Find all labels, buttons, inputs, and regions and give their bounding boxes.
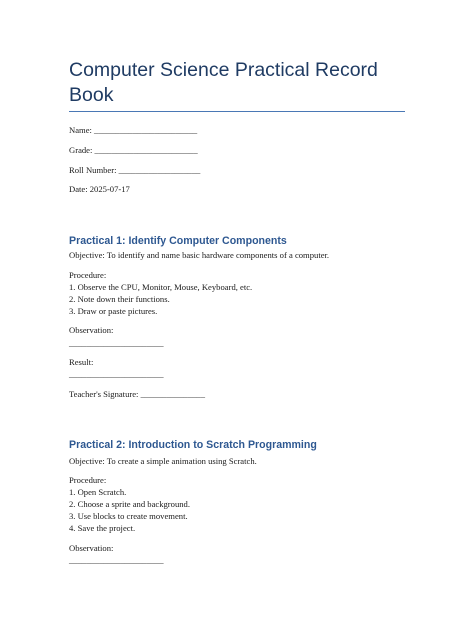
practical-1-step-1: 1. Observe the CPU, Monitor, Mouse, Keyboard, etc. (69, 282, 253, 292)
practical-2-heading: Practical 2: Introduction to Scratch Programming (69, 439, 317, 451)
document-title: Computer Science Practical Record Book (69, 58, 405, 112)
practical-2-observation-label: Observation: (69, 543, 114, 553)
practical-1-heading: Practical 1: Identify Computer Components (69, 235, 287, 247)
practical-1-step-3: 3. Draw or paste pictures. (69, 306, 158, 316)
name-field: Name: ________________________ (69, 125, 198, 135)
grade-field: Grade: ________________________ (69, 145, 198, 155)
date-field: Date: 2025-07-17 (69, 184, 130, 194)
practical-2-step-1: 1. Open Scratch. (69, 487, 127, 497)
practical-2-step-2: 2. Choose a sprite and background. (69, 499, 191, 509)
practical-1-objective: Objective: To identify and name basic hardware components of a computer. (69, 250, 330, 260)
practical-1-observation-label: Observation: (69, 325, 114, 335)
practical-2-objective: Objective: To create a simple animation using Scratch. (69, 456, 257, 466)
practical-1-result-line: ______________________ (69, 369, 164, 379)
practical-2-step-3: 3. Use blocks to create movement. (69, 511, 188, 521)
practical-2-procedure-label: Procedure: (69, 475, 107, 485)
roll-number-field: Roll Number: ___________________ (69, 165, 201, 175)
practical-1-procedure-label: Procedure: (69, 270, 107, 280)
practical-1-step-2: 2. Note down their functions. (69, 294, 170, 304)
practical-2-step-4: 4. Save the project. (69, 523, 136, 533)
practical-1-result-label: Result: (69, 357, 94, 367)
practical-2-observation-line: ______________________ (69, 555, 164, 565)
practical-1-signature: Teacher's Signature: _______________ (69, 389, 206, 399)
practical-1-observation-line: ______________________ (69, 338, 164, 348)
